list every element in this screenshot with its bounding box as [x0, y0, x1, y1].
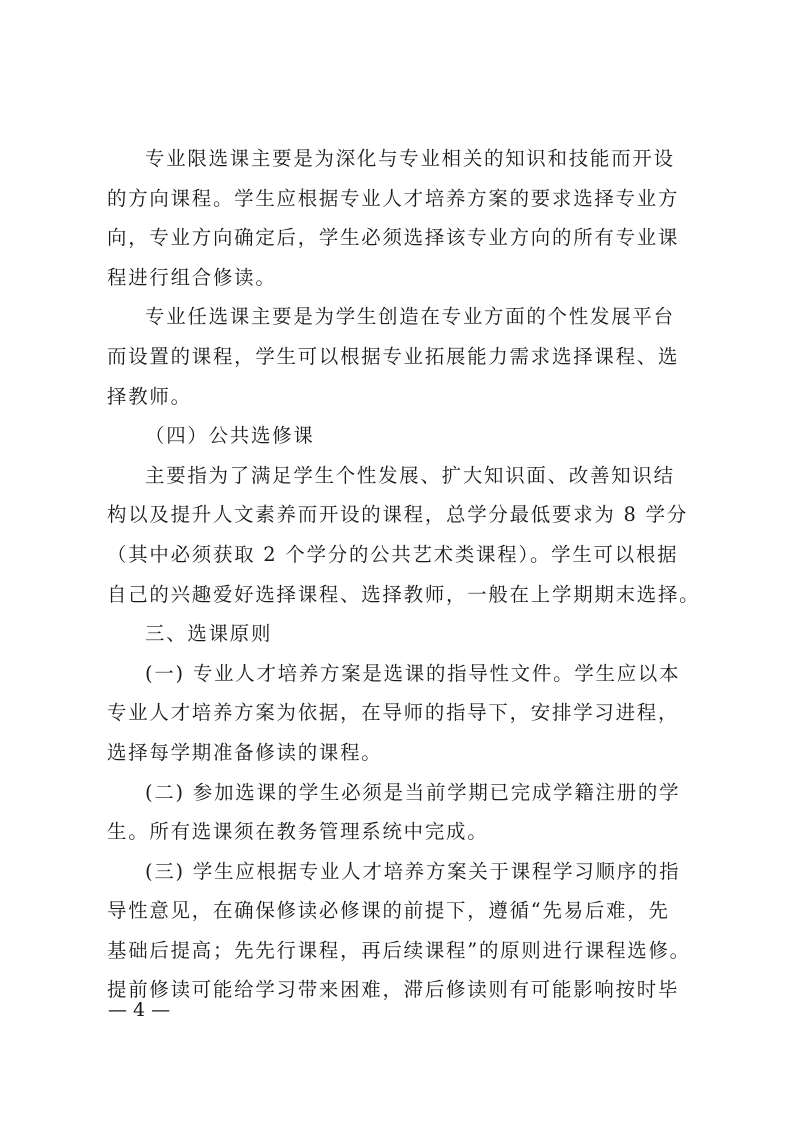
text-line: (二) 参加选课的学生必须是当前学期已完成学籍注册的学 — [145, 780, 681, 804]
text-line: 专业限选课主要是为深化与专业相关的知识和技能而开设 — [145, 147, 675, 170]
text-line: 生。所有选课须在教务管理系统中完成。 — [107, 820, 489, 844]
text-line: 构以及提升人文素养而开设的课程，总学分最低要求为 8 学分 — [107, 503, 689, 527]
text-line: 向，专业方向确定后，学生必须选择该专业方向的所有专业课 — [107, 226, 680, 250]
page-number: — 4 — — [108, 999, 171, 1021]
text-line: 专业人才培养方案为依据，在导师的指导下，安排学习进程， — [107, 701, 680, 725]
text-line: (三) 学生应根据专业人才培养方案关于课程学习顺序的指 — [145, 859, 681, 883]
text-line: 基础后提高；先先行课程，再后续课程”的原则进行课程选修。 — [107, 938, 691, 962]
section-heading-public-electives — [107, 416, 685, 456]
text-line: 择教师。 — [107, 384, 192, 408]
text-line: 的方向课程。学生应根据专业人才培养方案的要求选择专业方 — [107, 186, 680, 210]
text-line: （其中必须获取 2 个学分的公共艺术类课程）。学生可以根据 — [107, 542, 679, 566]
paragraph-principle-2 — [107, 773, 685, 852]
text-line: 选择每学期准备修读的课程。 — [107, 740, 383, 764]
paragraph-public-electives — [107, 456, 701, 614]
text-line: 主要指为了满足学生个性发展、扩大知识面、改善知识结 — [145, 463, 675, 487]
text-line: (一) 专业人才培养方案是选课的指导性文件。学生应以本 — [145, 661, 681, 685]
text-line: 程进行组合修读。 — [107, 265, 277, 289]
paragraph-restricted-electives — [107, 139, 685, 297]
paragraph-free-electives — [107, 297, 685, 416]
paragraph-principle-1 — [107, 654, 685, 773]
text-line: 专业任选课主要是为学生创造在专业方面的个性发展平台 — [145, 305, 675, 329]
text-line: 而设置的课程，学生可以根据专业拓展能力需求选择课程、选 — [107, 344, 680, 368]
section-heading-principles — [107, 614, 685, 654]
section-heading: 三、选课原则 — [145, 622, 273, 646]
text-line: 提前修读可能给学习带来困难，滞后修读则有可能影响按时毕 — [107, 978, 680, 1002]
text-line: 自己的兴趣爱好选择课程、选择教师，一般在上学期期末选择。 — [107, 582, 701, 606]
text-line: 导性意见，在确保修读必修课的前提下，遵循“先易后难，先 — [107, 899, 670, 923]
paragraph-principle-3 — [107, 852, 691, 1010]
body-text — [107, 139, 701, 1010]
section-heading: （四）公共选修课 — [145, 424, 315, 448]
